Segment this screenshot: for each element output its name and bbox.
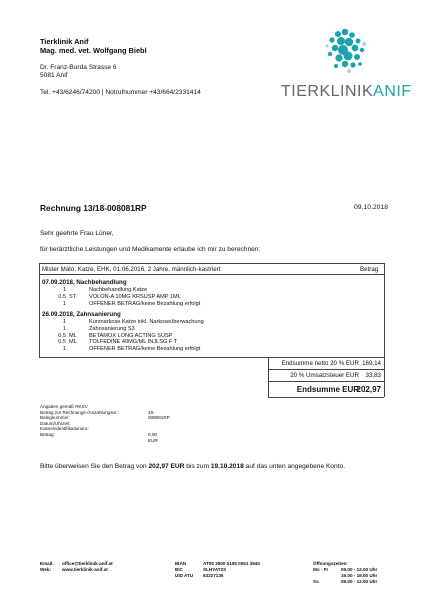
table-row xyxy=(42,301,200,308)
section-items xyxy=(42,319,204,353)
item-qty: 0.5 xyxy=(58,339,66,346)
table-row xyxy=(42,333,204,340)
table-row xyxy=(42,319,204,326)
totals-rule-2 xyxy=(268,381,384,382)
item-text: BETAMOX LONG ACTING SUSP xyxy=(89,332,173,339)
section-heading: 26.09.2018, Zahnsanierung xyxy=(42,311,121,318)
item-qty: 1 xyxy=(62,287,66,293)
item-text: VOLON-A 10MG KRSUSP AMP 1ML xyxy=(89,293,181,300)
item-text: OFFENER BETRAG/keine Bezahlung erfolgt xyxy=(89,300,201,307)
salutation: Sehr geehrte Frau Lüner, xyxy=(40,230,114,237)
item-qty: 1 xyxy=(62,300,66,307)
item-unit xyxy=(66,287,85,294)
item-qty: 0.5 xyxy=(58,293,66,300)
paw-logo-icon xyxy=(318,26,374,82)
item-text: Nachbehandlung Katze xyxy=(89,287,148,293)
footer-bic: SLHYAT2S xyxy=(203,567,227,572)
footer-web-label: Web: xyxy=(40,567,52,572)
net-total-value: 169,14 xyxy=(362,360,381,367)
phone-line: Tel. +43/6246/74200 | Notrufnummer +43/664/2331414 xyxy=(40,89,201,96)
vet-name: Mag. med. vet. Wolfgang Biebl xyxy=(40,46,147,55)
item-qty: 1 xyxy=(62,325,66,332)
table-row xyxy=(42,294,200,301)
table-items-bottom-rule xyxy=(39,357,384,358)
rksv-line xyxy=(40,431,158,443)
section-items xyxy=(42,287,200,307)
clinic-name: Tierklinik Anif xyxy=(40,37,89,46)
footer-hours-day: Mo - Fr xyxy=(313,567,329,572)
patient-info: Mister Mato, Katze, EHK, 01.06.2016, 2 Jahre, männlich-kastriert xyxy=(42,266,221,273)
item-text: OFFENER BETRAG/keine Bezahlung erfolgt xyxy=(89,346,201,353)
logo-word-main: TIERKLINIK xyxy=(281,83,374,100)
item-unit: ST xyxy=(69,293,77,300)
invoice-title: Rechnung 13/18-008081RP xyxy=(40,203,147,213)
amount-header: Betrag xyxy=(360,266,379,273)
vat-label: 20 % Umsatzsteuer EUR xyxy=(290,372,359,379)
rksv-value: 18-008081RP xyxy=(148,409,170,421)
footer-web[interactable]: www.tierklinik-anif.at xyxy=(62,567,108,572)
payment-instruction xyxy=(40,463,345,470)
payment-text: auf das unten angegebene Konto. xyxy=(243,463,346,470)
logo-word-accent: ANIF xyxy=(373,83,412,100)
footer-hours-title: Öffnungszeiten: xyxy=(313,561,348,566)
footer-hours-time: 09.00 - 12.00 Uhr xyxy=(341,579,378,584)
table-row xyxy=(42,346,204,353)
item-unit: ML xyxy=(69,339,77,346)
footer-email[interactable]: office@tierklinik-anif.at xyxy=(62,561,113,566)
table-row xyxy=(42,326,204,333)
table-left-border xyxy=(39,263,40,357)
rksv-block xyxy=(40,404,170,443)
net-total-label: Endsumme netto 20 % EUR xyxy=(281,360,359,367)
table-header-rule xyxy=(39,274,384,275)
rksv-label: Kassenidentifikationsnr.: xyxy=(40,426,90,432)
payment-text: bis zum xyxy=(184,463,211,470)
item-qty: 1 xyxy=(62,346,66,353)
item-text: TOLFEDINE 40MG/ML INJLSG F T xyxy=(89,339,178,346)
grand-total-label: Endsumme EUR xyxy=(296,385,359,394)
grand-total-value: 202,97 xyxy=(356,385,381,394)
table-right-border xyxy=(384,263,385,397)
invoice-date: 09.10.2018 xyxy=(354,204,389,211)
item-unit xyxy=(66,346,85,353)
item-text: Zahnsanierung S3 xyxy=(89,325,135,332)
item-qty: 1 xyxy=(62,319,66,325)
footer-email-label: Email: xyxy=(40,561,54,566)
payment-due-date: 19.10.2018 xyxy=(210,463,244,470)
item-unit: ML xyxy=(69,332,77,339)
totals-rule-3 xyxy=(268,397,384,398)
item-unit xyxy=(66,326,85,333)
section-heading: 07.09.2018, Nachbehandlung xyxy=(42,279,127,286)
rksv-value: 0,00 EUR xyxy=(148,431,158,443)
footer-hours-day: Sa xyxy=(313,579,319,584)
payment-amount: 202,97 EUR xyxy=(148,463,185,470)
footer-iban: AT05 3500 0105 0061 3940 xyxy=(203,561,260,566)
rksv-label: Datum/Uhrzeit: xyxy=(40,420,71,426)
footer-uid-label: UID ATU xyxy=(175,573,194,578)
footer-bic-label: BIC xyxy=(175,567,183,572)
payment-text: Bitte überweisen Sie den Betrag von xyxy=(40,463,149,470)
table-row xyxy=(42,287,200,294)
rksv-label: Betrag: xyxy=(40,431,55,437)
intro-text: für tierärztliche Leistungen und Medikamente erlaube ich mir zu berechnen: xyxy=(40,246,261,253)
table-top-rule xyxy=(39,263,384,264)
item-unit xyxy=(66,319,85,326)
footer-uid: 63227136 xyxy=(203,573,224,578)
item-qty: 0.5 xyxy=(58,332,66,339)
rksv-label: Belegnummer: xyxy=(40,415,70,421)
footer-iban-label: IBAN xyxy=(175,561,187,566)
rksv-label: Angaben gemäß RKSV xyxy=(40,404,88,409)
vat-value: 33,83 xyxy=(365,372,381,379)
table-row xyxy=(42,339,204,346)
footer-hours-time: 16.00 - 19.00 Uhr xyxy=(341,573,378,578)
address-street: Dr. Franz-Burda Strasse 6 xyxy=(40,64,117,71)
address-city: 5081 Anif xyxy=(40,72,68,79)
totals-rule-1 xyxy=(268,369,384,370)
item-text: Kurznarkose Katze inkl. Narkoseüberwachung xyxy=(89,319,204,325)
totals-left-border xyxy=(268,357,269,397)
item-unit xyxy=(66,301,85,308)
footer-hours-time: 09.00 - 12.00 Uhr xyxy=(341,567,378,572)
rksv-label: Betrag zur Rechnungs-/Anzahlungsnr.: xyxy=(40,409,119,415)
logo-wordmark xyxy=(281,83,412,101)
